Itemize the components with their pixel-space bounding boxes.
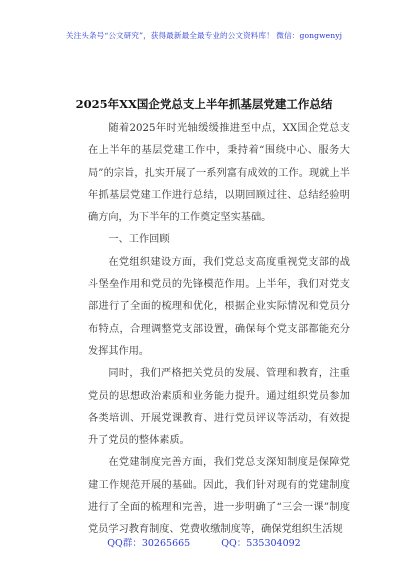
footer-qq: QQ：535304092	[221, 538, 301, 549]
header-banner: 关注头条号“公文研究”，获得最新最全最专业的公文资料库！ 微信：gongwenyj	[65, 31, 343, 40]
footer-qq-group: QQ群：30265665	[107, 538, 191, 549]
document-body	[88, 118, 350, 542]
paragraph-system-improvement: 在党建制度完善方面，我们党总支深知制度是保障党建工作规范开展的基础。因此，我们针对现有的党建制度进行了全面的梳理和完善，进一步明确了“三会一课”制度党员学习教育制度、党费收缴制度等，确保党组织生活规	[88, 457, 350, 536]
footer-contact	[0, 535, 408, 549]
section-heading: 一、工作回顾	[108, 234, 170, 246]
paragraph-member-management: 同时，我们严格把关党员的发展、管理和教育，注重党员的思想政治素质和业务能力提升。通过组织党员参加各类培训、开展党课教育、进行党员评议等活动，有效提升了党员的整体素质。	[88, 368, 350, 447]
paragraph-org-building: 在党组织建设方面，我们党总支高度重视党支部的战斗堡垒作用和党员的先锋模范作用。上半年，我们对党支部进行了全面的梳理和优化，根据企业实际情况和党员分布特点，合理调整党支部设置，确保每个党支部都能充分发挥其作用。	[88, 256, 350, 357]
document-title: 2025年XX国企党总支上半年抓基层党建工作总结	[75, 97, 333, 111]
paragraph-intro: 随着2025年时光轴缓缓推进至中点，XX国企党总支在上半年的基层党建工作中，秉持着“围绕中心、服务大局”的宗旨，扎实开展了一系列富有成效的工作。现就上半年抓基层党建工作进行总结，以期回顾过往、总结经验明确方向，为下半年的工作奠定坚实基础。	[88, 123, 350, 224]
